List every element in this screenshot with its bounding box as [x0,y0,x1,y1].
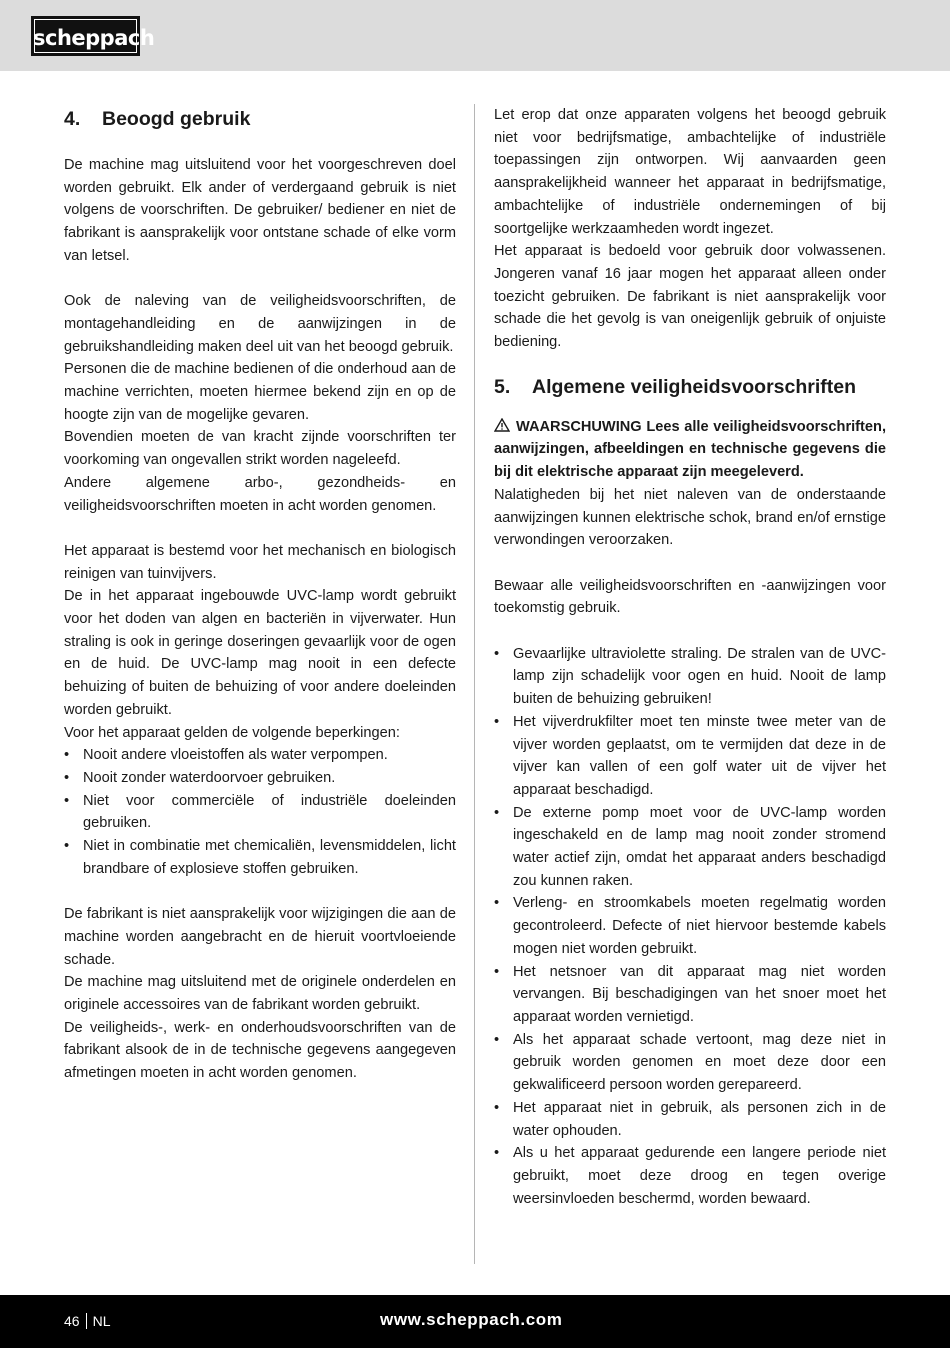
section-heading-safety [494,372,886,402]
language-code: NL [92,1313,111,1329]
page-header [0,0,950,71]
restrictions-list [64,744,456,880]
list-item: • Het apparaat niet in gebruik, als personen zich in de water ophouden. [494,1097,886,1142]
list-item: • Gevaarlijke ultraviolette straling. De stralen van de UVC-lamp zijn schadelijk voor ogen en huid. Nooit de lamp buiten de behuizing gebruiken! [494,643,886,711]
list-item: • Niet in combinatie met chemicaliën, levensmiddelen, licht brandbare of explosieve stoffen gebruiken. [64,835,456,880]
section-title: Algemene veiligheidsvoorschriften [532,375,857,398]
scheppach-logo: scheppach [31,16,140,56]
list-item: • Het vijverdrukfilter moet ten minste twee meter van de vijver worden geplaatst, om te vermijden dat deze in de vijver kan vallen of een golf water uit de vijver het apparaat beschadigd. [494,711,886,802]
paragraph: Voor het apparaat gelden de volgende beperkingen: [64,724,400,741]
paragraph: Let erop dat onze apparaten volgens het beoogd gebruik niet voor bedrijfsmatige, ambachtelijke of industriële toepassingen zijn ontworpen. Wij aanvaarden geen aansprakelijkheid wanneer het apparaat in bedrijfsmatige, ambachtelijke of industriële ondernemingen of bij soortgelijke werkzaamheden wordt ingezet. [494,107,886,237]
section-number: 5. [494,375,511,398]
paragraph: De in het apparaat ingebouwde UVC-lamp wordt gebruikt voor het doden van algen en bacteriën in vijverwater. Hun straling is ook in geringe doseringen gevaarlijk voor de ogen en de huid. De UVC-lamp mag nooit in een defecte behuizing of buiten de behuizing of voor andere doeleinden worden gebruikt. [64,588,456,718]
right-column [494,104,886,1210]
page-number: 46 [64,1313,80,1329]
paragraph: Het apparaat is bedoeld voor gebruik door volwassenen. Jongeren vanaf 16 jaar mogen het apparaat alleen onder toezicht gebruiken. De fabrikant is niet aansprakelijk voor schade die het gevolg is van oneigenlijk gebruik of onjuiste bediening. [494,243,886,351]
page-number-block [64,1311,110,1331]
list-item: • Als u het apparaat gedurende een langere periode niet gebruikt, moet deze droog en tegen overige weersinvloeden beschermd, worden bewaard. [494,1142,886,1210]
list-item: • Nooit zonder waterdoorvoer gebruiken. [64,767,456,790]
list-item: • Nooit andere vloeistoffen als water verpompen. [64,744,456,767]
column-divider [474,104,475,1264]
page-footer [0,1295,950,1348]
list-item: • De externe pomp moet voor de UVC-lamp worden ingeschakeld en de lamp mag nooit zonder stromend water actief zijn, omdat het apparaat anders beschadigd zou kunnen raken. [494,802,886,893]
paragraph: Het apparaat is bestemd voor het mechanisch en biologisch reinigen van tuinvijvers. [64,542,456,582]
paragraph: Andere algemene arbo-, gezondheids- en veiligheidsvoorschriften moeten in acht worden genomen. [64,474,456,514]
paragraph: Ook de naleving van de veiligheidsvoorschriften, de montagehandleiding en de aanwijzingen in de gebruikshandleiding maken deel uit van het beoogd gebruik. [64,293,456,355]
section-number: 4. [64,108,81,130]
safety-list [494,643,886,1211]
paragraph: Bewaar alle veiligheidsvoorschriften en -aanwijzingen voor toekomstig gebruik. [494,577,886,617]
warning-text: WAARSCHUWING Lees alle veiligheidsvoorschriften, aanwijzingen, afbeeldingen en technische gegevens die bij dit elektrische apparaat zijn meegeleverd. [494,418,886,481]
list-item: • Als het apparaat schade vertoont, mag deze niet in gebruik worden genomen en moet deze door een gekwalificeerd persoon worden gerepareerd. [494,1029,886,1097]
paragraph: Personen die de machine bedienen of die onderhoud aan de machine verrichten, moeten hiermee bekend zijn en op de hoogte zijn van de mogelijke gevaren. [64,361,456,423]
section-heading-intended-use [64,104,456,134]
section-title: Beoogd gebruik [102,108,251,130]
warning-paragraph [494,416,886,484]
list-item: • Het netsnoer van dit apparaat mag niet worden vervangen. Bij beschadigingen van het snoer moet het apparaat worden vernietigd. [494,961,886,1029]
paragraph: De veiligheids-, werk- en onderhoudsvoorschriften van de fabrikant alsook de in de technische gegevens aangegeven afmetingen moeten in acht worden genomen. [64,1019,456,1082]
list-item: • Verleng- en stroomkabels moeten regelmatig worden gecontroleerd. Defecte of niet hiervoor bestemde kabels mogen niet worden gebruikt. [494,892,886,960]
paragraph: De machine mag uitsluitend voor het voorgeschreven doel worden gebruikt. Elk ander of verdergaand gebruik is niet volgens de voorschriften. De gebruiker/ bediener en niet de fabrikant is aansprakelijk voor ontstane schade of elke vorm van letsel. [64,157,456,264]
paragraph: De fabrikant is niet aansprakelijk voor wijzigingen die aan de machine worden aangebracht en de hieruit voortvloeiende schade. [64,906,456,968]
left-column [64,104,456,1085]
list-item: • Niet voor commerciële of industriële doeleinden gebruiken. [64,790,456,835]
paragraph: Bovendien moeten de van kracht zijnde voorschriften ter voorkoming van ongevallen strikt worden nageleefd. [64,429,456,469]
paragraph: De machine mag uitsluitend met de originele onderdelen en originele accessoires van de fabrikant worden gebruikt. [64,974,456,1013]
page-separator [86,1313,87,1329]
paragraph: Nalatigheden bij het niet naleven van de onderstaande aanwijzingen kunnen elektrische schok, brand en/of ernstige verwondingen veroorzaken. [494,486,886,549]
website-link[interactable]: www.scheppach.com [380,1310,563,1329]
